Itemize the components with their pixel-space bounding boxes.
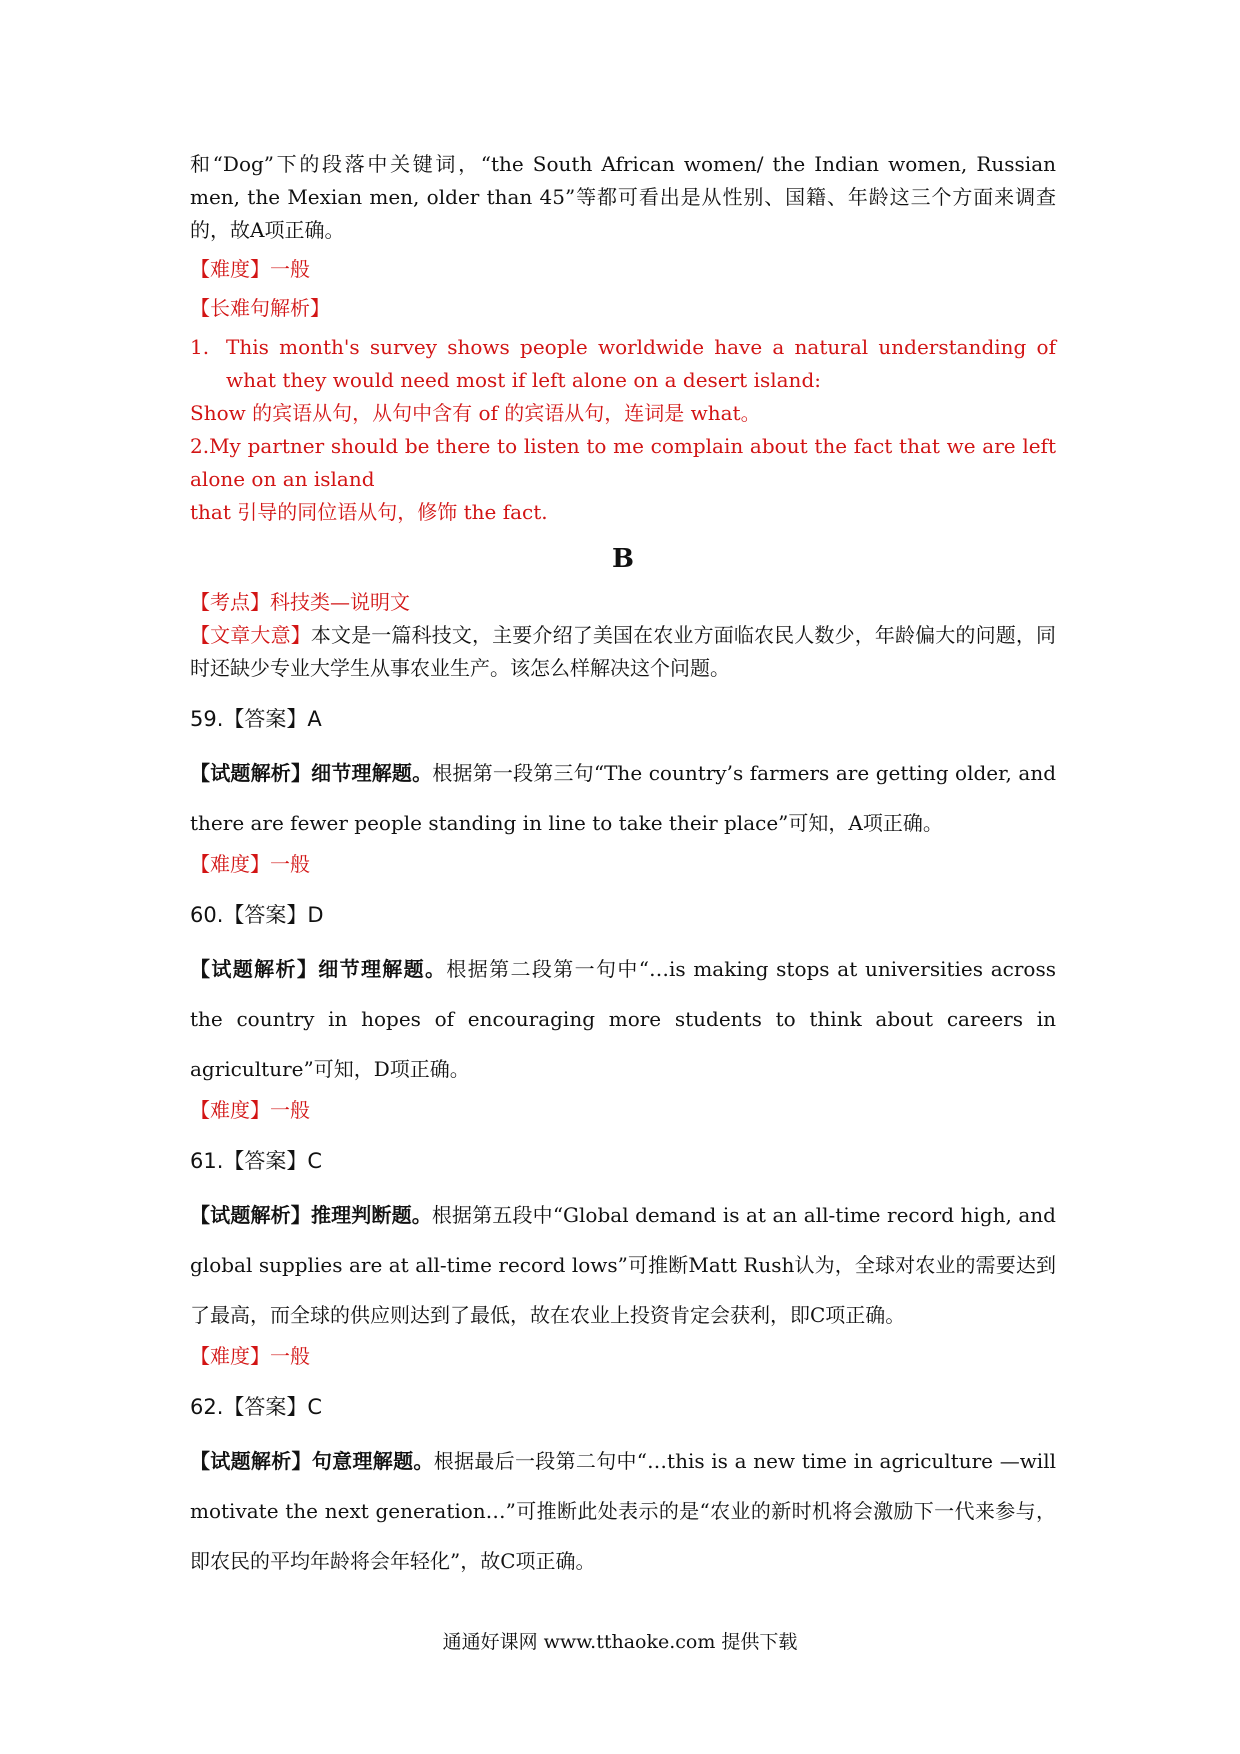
- summary-text: 本文是一篇科技文，主要介绍了美国在农业方面临农民人数少，年龄偏大的问题，同时还缺少专业大学生从事农业生产。该怎么样解决这个问题。: [190, 623, 1057, 680]
- summary-paragraph: [190, 619, 1056, 685]
- topic-label: 【考点】: [190, 590, 270, 614]
- analysis-61-label: 【试题解析】推理判断题。: [190, 1203, 432, 1227]
- analysis-59-text: 根据第一段第三句“The country’s farmers are getting older, and there are fewer people standing in line to take their place”可知，A项正确。: [190, 761, 1057, 835]
- analysis-60-label: 【试题解析】细节理解题。: [190, 957, 447, 981]
- analysis-62: [190, 1436, 1056, 1586]
- analysis-61: [190, 1190, 1056, 1340]
- long-sentence-header: 【长难句解析】: [190, 296, 330, 320]
- document-page: [190, 148, 1056, 1586]
- long-sentence-item-1: [190, 331, 1056, 397]
- long-sentence-item-2-text: 2.My partner should be there to listen to me complain about the fact that we are left alone on an island: [190, 434, 1056, 491]
- topic-line: [190, 586, 1056, 619]
- long-sentence-item-1-number: 1.: [190, 335, 210, 359]
- difficulty-61: 【难度】一般: [190, 1344, 310, 1368]
- intro-difficulty: 【难度】一般: [190, 257, 310, 281]
- long-sentence-item-1-text: This month's survey shows people worldwide have a natural understanding of what they would need most if left alone on a desert island:: [226, 335, 1056, 392]
- topic-value: 科技类—说明文: [270, 590, 410, 614]
- analysis-59-label: 【试题解析】细节理解题。: [190, 761, 433, 785]
- analysis-62-text: 根据最后一段第二句中“…this is a new time in agriculture —will motivate the next generation…”可推断此处表示的是“农业的新时机将会激励下一代来参与，即农民的平均年龄将会年轻化”，故C项正确。: [190, 1449, 1056, 1573]
- answer-61: 61.【答案】C: [190, 1149, 323, 1173]
- answer-59: 59.【答案】A: [190, 707, 322, 731]
- analysis-62-label: 【试题解析】句意理解题。: [190, 1449, 434, 1473]
- answer-62: 62.【答案】C: [190, 1395, 323, 1419]
- intro-paragraph: 和“Dog”下的段落中关键词，“the South African women/ the Indian women, Russian men, the Mexian men, older than 45”等都可看出是从性别、国籍、年龄这三个方面来调查的，故A项正确。: [190, 152, 1056, 242]
- analysis-61-text: 根据第五段中“Global demand is at an all-time record high, and global supplies are at all-time record lows”可推断Matt Rush认为，全球对农业的需要达到了最高，而全球的供应则达到了最低，故在农业上投资肯定会获利，即C项正确。: [190, 1203, 1056, 1327]
- answer-60: 60.【答案】D: [190, 903, 324, 927]
- difficulty-59: 【难度】一般: [190, 852, 310, 876]
- long-sentence-item-1-note: Show 的宾语从句，从句中含有 of 的宾语从句，连词是 what。: [190, 401, 761, 425]
- summary-label: 【文章大意】: [190, 623, 311, 647]
- page-footer: 通通好课网 www.tthaoke.com 提供下载: [442, 1631, 798, 1653]
- long-sentence-item-2-note: that 引导的同位语从句，修饰 the fact.: [190, 500, 548, 524]
- section-title: B: [612, 544, 634, 574]
- analysis-59: [190, 748, 1056, 848]
- analysis-60: [190, 944, 1056, 1094]
- analysis-60-text: 根据第二段第一句中“…is making stops at universities across the country in hopes of encouraging more students to think about careers in agriculture”可知，D项正确。: [190, 957, 1057, 1081]
- difficulty-60: 【难度】一般: [190, 1098, 310, 1122]
